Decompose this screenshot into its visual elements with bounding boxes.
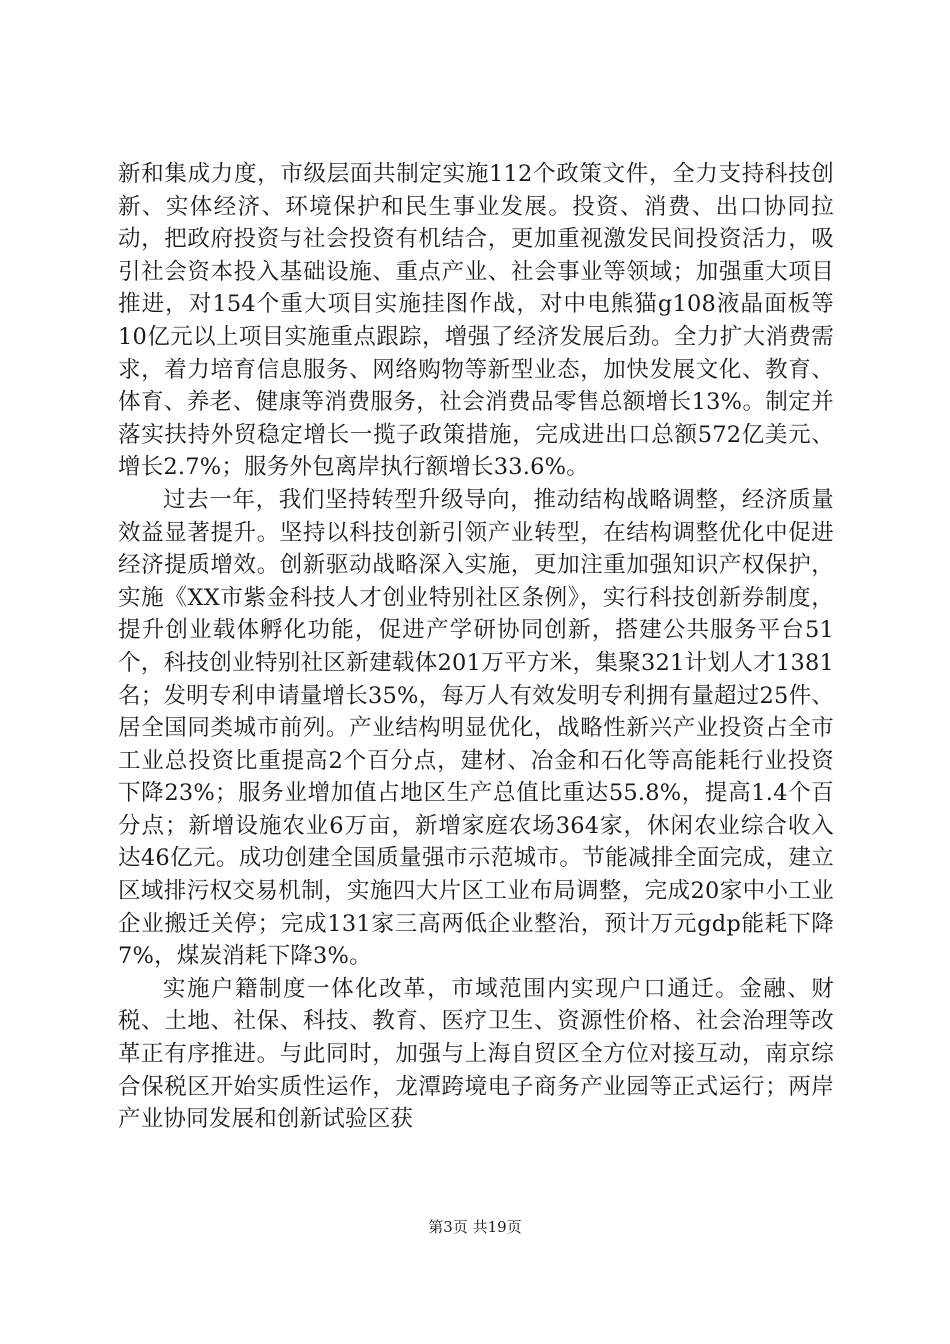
paragraph-2: 过去一年，我们坚持转型升级导向，推动结构战略调整，经济质量效益显著提升。坚持以科技创新引领产业转型，在结构调整优化中促进经济提质增效。创新驱动战略深入实施，更加注重加强知识产权保护，实施《XX市紫金科技人才创业特别社区条例》，实行科技创新券制度，提升创业载体孵化功能，促进产学研协同创新，搭建公共服务平台51个，科技创业特别社区新建载体201万平方米，集聚321计划人才1381名；发明专利申请量增长35%，每万人有效发明专利拥有量超过25件、居全国同类城市前列。产业结构明显优化，战略性新兴产业投资占全市工业总投资比重提高2个百分点，建材、冶金和石化等高能耗行业投资下降23%；服务业增加值占地区生产总值比重达55.8%，提高1.4个百分点；新增设施农业6万亩，新增家庭农场364家，休闲农业综合收入达46亿元。成功创建全国质量强市示范城市。节能减排全面完成，建立区域排污权交易机制，实施四大片区工业布局调整，完成20家中小工业企业搬迁关停；完成131家三高两低企业整治，预计万元gdp能耗下降7%，煤炭消耗下降3%。 <box>118 486 834 970</box>
document-body <box>118 158 834 1136</box>
page-footer <box>0 1216 950 1237</box>
paragraph-1: 新和集成力度，市级层面共制定实施112个政策文件，全力支持科技创新、实体经济、环境保护和民生事业发展。投资、消费、出口协同拉动，把政府投资与社会投资有机结合，更加重视激发民间投资活力，吸引社会资本投入基础设施、重点产业、社会事业等领域；加强重大项目推进，对154个重大项目实施挂图作战，对中电熊猫g108液晶面板等10亿元以上项目实施重点跟踪，增强了经济发展后劲。全力扩大消费需求，着力培育信息服务、网络购物等新型业态，加快发展文化、教育、体育、养老、健康等消费服务，社会消费品零售总额增长13%。制定并落实扶持外贸稳定增长一揽子政策措施，完成进出口总额572亿美元、增长2.7%；服务外包离岸执行额增长33.6%。 <box>118 161 834 481</box>
paragraph-3: 实施户籍制度一体化改革，市域范围内实现户口通迁。金融、财税、土地、社保、科技、教育、医疗卫生、资源性价格、社会治理等改革正有序推进。与此同时，加强与上海自贸区全方位对接互动，南京综合保税区开始实质性运作，龙潭跨境电子商务产业园等正式运行；两岸产业协同发展和创新试验区获 <box>118 975 834 1133</box>
page-number: 第3页 共19页 <box>428 1218 522 1236</box>
